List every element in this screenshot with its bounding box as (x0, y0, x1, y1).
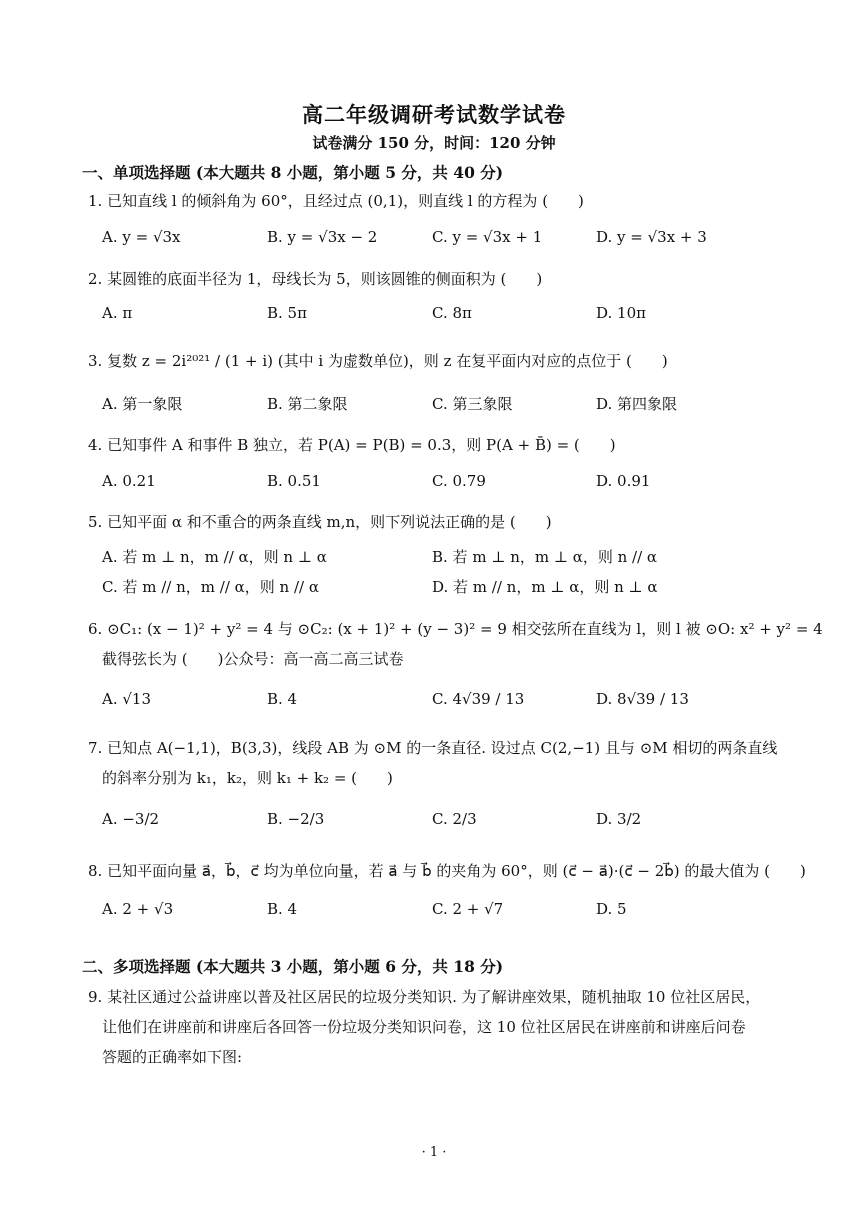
question-7-stem: 7. 已知点 A(−1,1)，B(3,3)，线段 AB 为 ⊙M 的一条直径. 设过点 C(2,−1) 且与 ⊙M 相切的两条直线 (88, 739, 778, 757)
question-7-option-c: C. 2/3 (432, 810, 477, 828)
question-7-stem-line-2: 的斜率分别为 k₁，k₂，则 k₁ + k₂ = ( ) (102, 769, 393, 787)
question-5-option-a: A. 若 m ⊥ n，m // α，则 n ⊥ α (102, 548, 327, 566)
section-heading-single-choice: 一、单项选择题 (本大题共 8 小题，第小题 5 分，共 40 分) (82, 163, 504, 182)
question-2-option-b: B. 5π (267, 304, 307, 322)
page-subtitle: 试卷满分 150 分，时间：120 分钟 (312, 134, 556, 152)
question-7-option-b: B. −2/3 (267, 810, 325, 828)
question-2-stem: 2. 某圆锥的底面半径为 1，母线长为 5，则该圆锥的侧面积为 ( ) (88, 270, 543, 288)
question-8-option-b: B. 4 (267, 900, 298, 918)
question-9-line-3: 答题的正确率如下图: (102, 1048, 243, 1066)
question-4-stem: 4. 已知事件 A 和事件 B 独立，若 P(A) = P(B) = 0.3，则 P(A + B̄) = ( ) (88, 436, 616, 454)
question-2-option-c: C. 8π (432, 304, 472, 322)
question-8-stem: 8. 已知平面向量 a⃗，b⃗，c⃗ 均为单位向量，若 a⃗ 与 b⃗ 的夹角为 60°，则 (c⃗ − a⃗)·(c⃗ − 2b⃗) 的最大值为 ( ) (88, 862, 806, 880)
question-4-option-c: C. 0.79 (432, 472, 486, 490)
question-5-option-b: B. 若 m ⊥ n，m ⊥ α，则 n // α (432, 548, 658, 566)
question-4-option-a: A. 0.21 (102, 472, 156, 490)
question-2-option-d: D. 10π (596, 304, 646, 322)
page-number: · 1 · (421, 1145, 447, 1160)
question-7-option-a: A. −3/2 (102, 810, 160, 828)
question-5-stem: 5. 已知平面 α 和不重合的两条直线 m,n，则下列说法正确的是 ( ) (88, 513, 552, 531)
question-6-option-b: B. 4 (267, 690, 298, 708)
question-3-stem: 3. 复数 z = 2i²⁰²¹ / (1 + i) (其中 i 为虚数单位)，则 z 在复平面内对应的点位于 ( ) (88, 352, 668, 370)
question-4-option-d: D. 0.91 (596, 472, 651, 490)
question-1-option-a: A. y = √3x (102, 228, 181, 246)
question-9-line-2: 让他们在讲座前和讲座后各回答一份垃圾分类知识问卷，这 10 位社区居民在讲座前和讲座后问卷 (102, 1018, 746, 1036)
question-6-option-a: A. √13 (102, 690, 152, 708)
question-1-stem: 1. 已知直线 l 的倾斜角为 60°，且经过点 (0,1)，则直线 l 的方程为 ( ) (88, 192, 584, 210)
question-5-option-d: D. 若 m // n，m ⊥ α，则 n ⊥ α (432, 578, 658, 596)
question-5-option-c: C. 若 m // n，m // α，则 n // α (102, 578, 319, 596)
page-title: 高二年级调研考试数学试卷 (302, 102, 566, 127)
question-6-option-d: D. 8√39 / 13 (596, 690, 689, 708)
question-2-option-a: A. π (102, 304, 133, 322)
question-4-option-b: B. 0.51 (267, 472, 321, 490)
question-6-stem-line-2: 截得弦长为 ( )公众号：高一高二高三试卷 (102, 650, 404, 668)
question-6-stem: 6. ⊙C₁: (x − 1)² + y² = 4 与 ⊙C₂: (x + 1)² + (y − 3)² = 9 相交弦所在直线为 l，则 l 被 ⊙O: x² + y² = 4 (88, 620, 823, 638)
question-9-line-1: 9. 某社区通过公益讲座以普及社区居民的垃圾分类知识. 为了解讲座效果，随机抽取 10 位社区居民， (88, 988, 761, 1006)
question-1-option-d: D. y = √3x + 3 (596, 228, 707, 246)
question-8-option-c: C. 2 + √7 (432, 900, 504, 918)
question-8-option-a: A. 2 + √3 (102, 900, 174, 918)
question-6-option-c: C. 4√39 / 13 (432, 690, 525, 708)
section-heading-multi-choice: 二、多项选择题 (本大题共 3 小题，第小题 6 分，共 18 分) (82, 957, 504, 976)
question-1-option-c: C. y = √3x + 1 (432, 228, 543, 246)
question-1-option-b: B. y = √3x − 2 (267, 228, 378, 246)
question-8-option-d: D. 5 (596, 900, 627, 918)
question-3-option-c: C. 第三象限 (432, 395, 513, 413)
question-3-option-a: A. 第一象限 (102, 395, 183, 413)
question-3-option-b: B. 第二象限 (267, 395, 348, 413)
question-3-option-d: D. 第四象限 (596, 395, 678, 413)
question-7-option-d: D. 3/2 (596, 810, 642, 828)
